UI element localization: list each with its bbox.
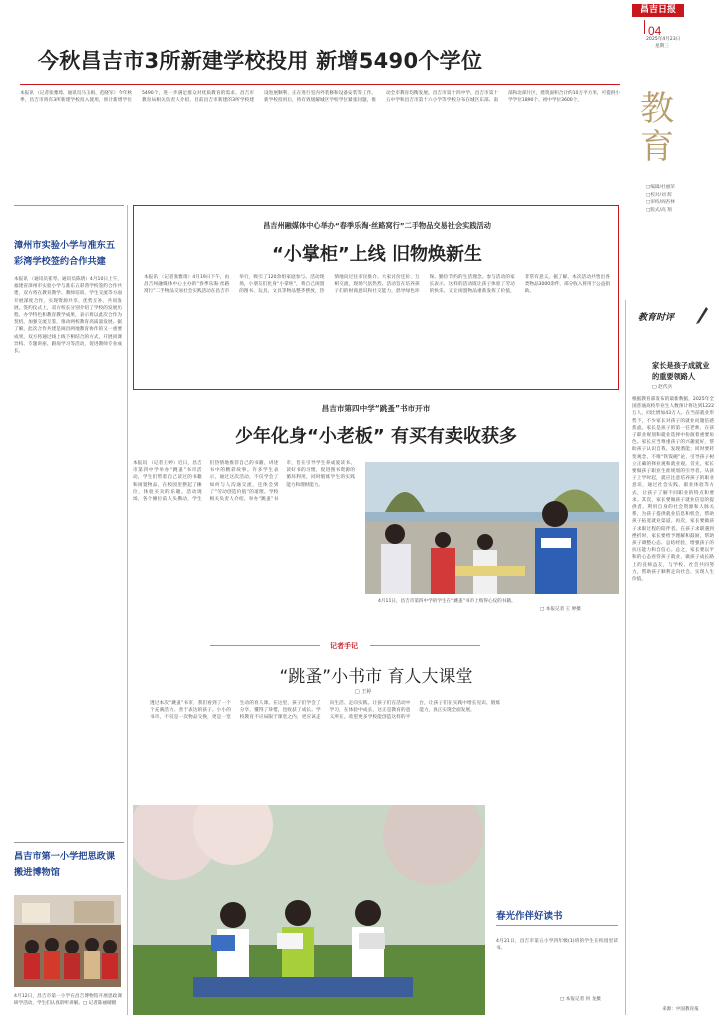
notes-rule-left [210,645,320,646]
museum-photo [14,895,121,987]
masthead [0,0,719,49]
editor-line: □校对/刘 辉 [646,192,672,198]
market-kicker: 昌吉州融媒体中心举办“春季乐淘·丝路窝行”二手物品交易社会实践活动 [263,221,491,230]
reading-caption: 4月21日，昌吉市第五小学四年级(1)班的学生在校园里读书。 [496,939,618,952]
column-body: 根据教育部发布的最新数据，2025年全国普通高校毕业生人数预计将达到1222万人，同比增加43万人。在当前就业形势下，不少家长对孩子的就业问题倍感焦虑。家长是孩子的第一任老师，在孩子职业规划和就业选择中扮演着重要角色。家长应当尊重孩子的兴趣爱好，帮助孩子认识自我、发现潜能；同时要转变观念，不唯“铁饭碗”论，引导孩子树立正确的择业观和就业观。首先，家长要做孩子职业生涯规划的引导者。从孩子上学时起，就应注意培养孩子的职业意识，通过社会实践、职业体验等方式，让孩子了解不同职业的特点和要求。其次，家长要做孩子就业信息的提供者。利用自身的社会资源和人脉关系，为孩子提供就业信息和机会，帮助孩子拓宽就业渠道。再次，家长要做孩子求职过程的陪伴者。在孩子求职遇到挫折时，家长要给予理解和鼓励，帮助孩子调整心态、总结经验，增强孩子的抗压能力和自信心。总之，家长要以平和的心态看待孩子就业，做孩子成长路上的良师益友，与学校、社会共同努力，帮助孩子顺利走向社会、实现人生价值。 [632,397,714,583]
left-mid-rule [14,842,124,843]
notes-label: 记者手记 [330,642,358,650]
bookmarket-photo [365,462,619,594]
notes-author: □ 王婷 [355,689,372,695]
notes-rule-right [370,645,480,646]
bookmarket-caption: 4月11日，昌吉市第四中学的学生在“跳蚤”书市上购得心仪的书籍。 [378,599,516,604]
column-source: 来源：中国教育报 [662,1007,699,1012]
section-editors [646,184,712,214]
pen-icon [694,304,710,324]
left-top-rule [14,205,124,206]
weekday: 星期三 [655,44,669,49]
lead-rule [20,84,620,85]
page-number-box [644,20,684,38]
masthead-logo-box [632,4,684,17]
column-author: □ 赵代兵 [652,385,673,390]
story2-caption: 4月12日，昌吉市第一小学在昌吉博物馆开展思政课研学活动，学生们认真聆听讲解。□ 记者陈丽晴摄 [14,994,122,1007]
editor-line: □版式/高 翔 [646,207,672,213]
date: 2025年4月23日 [646,37,681,42]
editor-line: □编辑/杜丽荣 [646,185,675,190]
notes-headline: “跳蚤”小书市 育人大课堂 [279,667,473,687]
editor-line: □审校/阎杏林 [646,200,675,205]
column-label-box [630,300,715,330]
lead-headline: 今秋昌吉市3所新建学校投用 新增5490个学位 [38,49,483,73]
section-panel [632,80,712,290]
col-divider [127,205,128,1015]
bookmarket-credit: □ 本报记者 王 婷摄 [540,607,581,612]
story1-title: 漳州市实验小学与准东五彩湾学校签约合作共建 [14,240,116,267]
market-headline: “小掌柜”上线 旧物焕新生 [272,244,482,265]
story2-title: 昌吉市第一小学把思政课搬进博物馆 [14,851,116,878]
page-number: 04 [648,24,662,38]
reading-rule [496,925,618,926]
column-label: 教育时评 [638,313,675,323]
column-headline: 家长是孩子成就业的重要领路人 [652,361,710,381]
lead-body: 本报讯 （记者张雅琦、通讯员马玉娟、范晓军）今年秋季，昌吉市将有3所新建学校投入使用，预计新增学位5490个，进一步满足群众对优质教育的需求。昌吉市教育局相关负责人介绍，目前昌吉市新建的3所学校建设进展顺利，正在进行室内外装修和设备安装等工作。新学校投用后，将有效缓解城区学校学位紧张问题，推动全市教育均衡发展。昌吉市第十四中学、昌吉市第十五中学和昌吉市第十六小学等学校分布在城区东部、南部和北部片区，建筑面积合计约10万平方米，可提供小学学位1890个、初中学位3600个。 [20,91,620,104]
right-divider [625,300,626,1015]
bookmarket-headline: 少年化身“小老板” 有买有卖收获多 [235,426,517,447]
section-name: 教育 [640,89,674,167]
notes-body: 透过本次“跳蚤”书市，我们看到了一个个充满活力、善于表达的孩子。小小的书市，不仅是一次物品交换，更是一堂生动的育人课。在这里，孩子们学会了分享，懂得了珍惜，也收获了成长。学校教育不应局限于课堂之内，更应该走向生活、走向实践。让孩子们在活动中学习，在体验中成长，这正是教育的意义所在。希望更多学校能创造这样的平台，让孩子们在实践中增长见识、锻炼能力，真正实现全面发展。 [150,701,501,721]
paper-name: 昌吉日报 [639,5,676,15]
reading-photo [133,805,485,1015]
market-body: 本报讯 （记者张雅琦）4月19日下午，由昌吉州融媒体中心主办的“春季乐淘·丝路窝行”二手物品交易社会实践活动在昌吉市举行，吸引了120余组家庭参与。活动现场，小朋友们化身“小掌柜”，将自己闲置的图书、玩具、文具等物品整齐摆放，热情地向过往市民推介。大家讨价还价、互相交流，现场气氛热烈。活动旨在培养孩子们的财商意识和社交能力，倡导绿色环保、勤俭节约的生活理念。参与活动的家长表示，这样的活动既让孩子体验了劳动的快乐，又让闲置物品重新发挥了价值，非常有意义。据了解，本次活动共售出各类物品3000余件，部分收入将用于公益捐助。 [144,275,610,295]
left-column [14,205,124,1017]
bookmarket-body: 本报讯 （记者王婷）近日，昌吉市第四中学举办“跳蚤”书市活动，学生们带着自己读过的书籍和闲置物品，在校园里摆起了摊位，体验买卖的乐趣。活动现场，各个摊位前人头攒动，学生们热情地推荐自己的书籍，讲述书中的精彩故事。许多学生表示，通过这次活动，不仅学会了如何与人沟通交流，还体会到了“劳动创造价值”的道理。学校相关负责人介绍，举办“跳蚤”书市，旨在引导学生养成爱读书、读好书的习惯，促进图书资源的循环利用，同时锻炼学生的实践能力和理财能力。 [133,461,355,503]
story1-body: 本报讯 （通讯员崔琴、通讯员陈倩）4月10日上午，福建省漳州市实验小学与准东五彩湾学校签约合作共建，双方将在教育教学、教师培训、学生交流等方面开展深度合作，实现资源共享、优势互补、共同发展。签约仪式上，双方校长分别介绍了学校的发展历程、办学特色和教育教学成果，表示将以此次合作为契机，加强交流互鉴，推动两校教育高质量发展。据了解，此次合作共建是闽昌两地教育协作的又一重要成果，双方将通过线上线下相结合的方式，开展同课异构、专题讲座、跟岗学习等活动，促进教师专业成长。 [14,277,122,355]
market-story [133,205,619,390]
reading-credit: □ 本报记者 何 龙摄 [560,997,601,1002]
reading-title: 春光作伴好读书 [496,911,563,922]
bookmarket-kicker: 昌吉市第四中学“跳蚤”书市开市 [321,404,431,413]
